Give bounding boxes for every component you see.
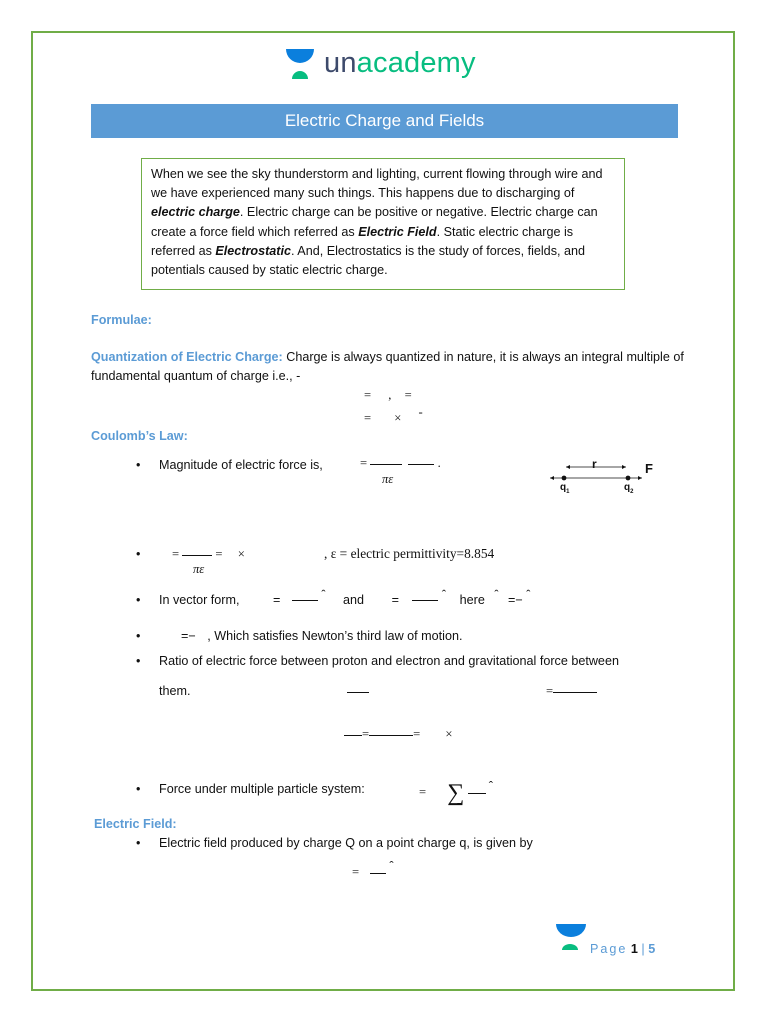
unacademy-wordmark: unacademy: [324, 46, 476, 79]
ratio-equation-1: [347, 684, 369, 699]
footer-logo-icon: [556, 923, 586, 956]
electric-field-equation: [352, 859, 394, 880]
eq-symbol: =: [419, 785, 427, 799]
unacademy-logo: [285, 43, 476, 83]
fraction-bar: [553, 692, 597, 693]
ratio-equation-2: [546, 684, 597, 699]
magnitude-equation: [360, 456, 441, 471]
diagram-f-label: F: [645, 461, 653, 476]
fraction-bar: [292, 600, 318, 601]
bullet-vector-here: here: [459, 593, 485, 607]
fraction-bar: [347, 692, 369, 693]
diagram-q2-sub: 2: [630, 489, 634, 495]
permittivity-text: , ε = electric permittivity=8.854: [324, 546, 495, 561]
eq-symbol: ˆ: [321, 588, 326, 602]
magnitude-denominator: πε: [382, 472, 394, 486]
bullet-dot: •: [136, 629, 141, 643]
diagram-q1-sub: 1: [566, 489, 570, 495]
page-footer: [556, 928, 655, 956]
eq-symbol: ˆ: [389, 859, 394, 873]
summation-symbol: ∑: [447, 780, 465, 806]
bullet-ratio: [136, 654, 619, 668]
current-page: 1: [630, 942, 638, 956]
bullet-newton: [136, 629, 463, 643]
total-pages: 5: [648, 942, 656, 956]
diagram-q2: q: [624, 482, 631, 493]
eq-symbol: ×: [445, 727, 453, 741]
eq-symbol: ×: [394, 411, 402, 425]
eq-symbol: .: [437, 456, 441, 470]
intro-emphasis-1: electric charge: [151, 205, 240, 220]
intro-text-4: . And, Electrostatics is the study of forces, fields, and potentials caused by static electric charge.: [151, 243, 585, 278]
eq-symbol: -: [418, 405, 423, 419]
bullet-vector-form: [136, 588, 531, 607]
coulomb-heading: Coulomb’s Law:: [91, 429, 188, 443]
chapter-title-bar: [91, 104, 678, 138]
eq-symbol: =: [352, 865, 360, 879]
unacademy-logo-icon: [285, 46, 315, 80]
bullet-dot: •: [136, 547, 141, 561]
eq-symbol: =: [172, 547, 180, 561]
diagram-r-label: r: [592, 457, 597, 471]
ratio-equation-3: [344, 727, 452, 742]
bullet-vector-and: and: [343, 593, 365, 607]
bullet-magnitude: [136, 458, 323, 472]
intro-text-2: . Electric charge can be positive or negative. Electric charge can create a force field which referred as: [151, 205, 598, 239]
bullet-multiple-particle: [136, 782, 365, 796]
page-number: [590, 942, 655, 956]
eq-symbol: =: [404, 388, 412, 402]
bullet-dot: •: [136, 458, 141, 472]
quantization-heading: Quantization of Electric Charge:: [91, 350, 283, 364]
diagram-q1-label: [560, 482, 569, 495]
eq-symbol: =: [391, 593, 399, 607]
bullet-newton-text: , Which satisfies Newton’s third law of motion.: [207, 629, 463, 643]
electric-field-heading: Electric Field:: [94, 817, 177, 831]
bullet-vector-text: In vector form,: [159, 593, 240, 607]
eq-symbol: =−: [508, 593, 523, 607]
eq-symbol: =: [364, 411, 372, 425]
intro-box: [141, 158, 625, 290]
fraction-bar: [412, 600, 438, 601]
chapter-title: Electric Charge and Fields: [284, 111, 485, 130]
eq-symbol: ˆ: [441, 588, 447, 602]
intro-emphasis-3: Electrostatic: [215, 243, 291, 258]
multiple-particle-equation: [419, 776, 493, 806]
diagram-q1: q: [560, 482, 567, 493]
quantization-equation-1: [364, 388, 412, 403]
bullet-multiple-text: Force under multiple particle system:: [159, 782, 365, 796]
fraction-bar: [370, 873, 386, 874]
bullet-electric-field: [136, 836, 533, 850]
intro-emphasis-2: Electric Field: [358, 224, 437, 239]
diagram-q2-label: [624, 482, 633, 495]
eq-symbol: ˆ: [494, 588, 499, 602]
fraction-bar: [344, 735, 362, 736]
page-separator: |: [637, 942, 649, 956]
quantization-paragraph: [91, 348, 691, 386]
eq-symbol: ,: [388, 388, 392, 402]
bullet-ratio-continued: them.: [159, 684, 191, 698]
constant-denominator: πε: [193, 562, 205, 576]
eq-symbol: =: [364, 388, 372, 402]
eq-symbol: ×: [237, 547, 245, 561]
quantization-equation-2: [364, 405, 423, 426]
fraction-bar: [468, 793, 486, 794]
bullet-electric-field-text: Electric field produced by charge Q on a point charge q, is given by: [159, 836, 533, 850]
bullet-dot: •: [136, 654, 141, 668]
fraction-bar: [408, 464, 434, 465]
quantization-text: Charge is always quantized in nature, it is always an integral multiple of fundamental quantum of charge i.e., -: [91, 350, 684, 383]
constant-equation: [172, 547, 245, 562]
eq-symbol: =: [413, 727, 421, 741]
fraction-bar: [369, 735, 413, 736]
bullet-magnitude-text: Magnitude of electric force is,: [159, 458, 323, 472]
bullet-dot: •: [136, 593, 141, 607]
bullet-ratio-text: Ratio of electric force between proton and electron and gravitational force between: [159, 654, 619, 668]
eq-symbol: =: [215, 547, 223, 561]
intro-text-3: . Static electric charge is referred as: [151, 224, 574, 258]
fraction-bar: [370, 464, 402, 465]
eq-symbol: =−: [181, 629, 196, 643]
fraction-bar: [182, 555, 212, 556]
eq-symbol: ˆ: [526, 588, 531, 602]
coulomb-diagram: [546, 456, 664, 498]
eq-symbol: =: [362, 727, 370, 741]
intro-text-1: When we see the sky thunderstorm and lighting, current flowing through wire and we have experienced many such things. This happens due to discharging of: [151, 167, 603, 201]
bullet-dot: •: [136, 782, 141, 796]
formulae-heading: Formulae:: [91, 313, 152, 327]
bullet-dot: •: [136, 836, 141, 850]
eq-symbol: =: [546, 684, 554, 698]
eq-symbol: =: [272, 593, 281, 607]
eq-symbol: =: [360, 456, 368, 470]
eq-symbol: ˆ: [488, 779, 493, 793]
page-word: Page: [590, 942, 628, 956]
